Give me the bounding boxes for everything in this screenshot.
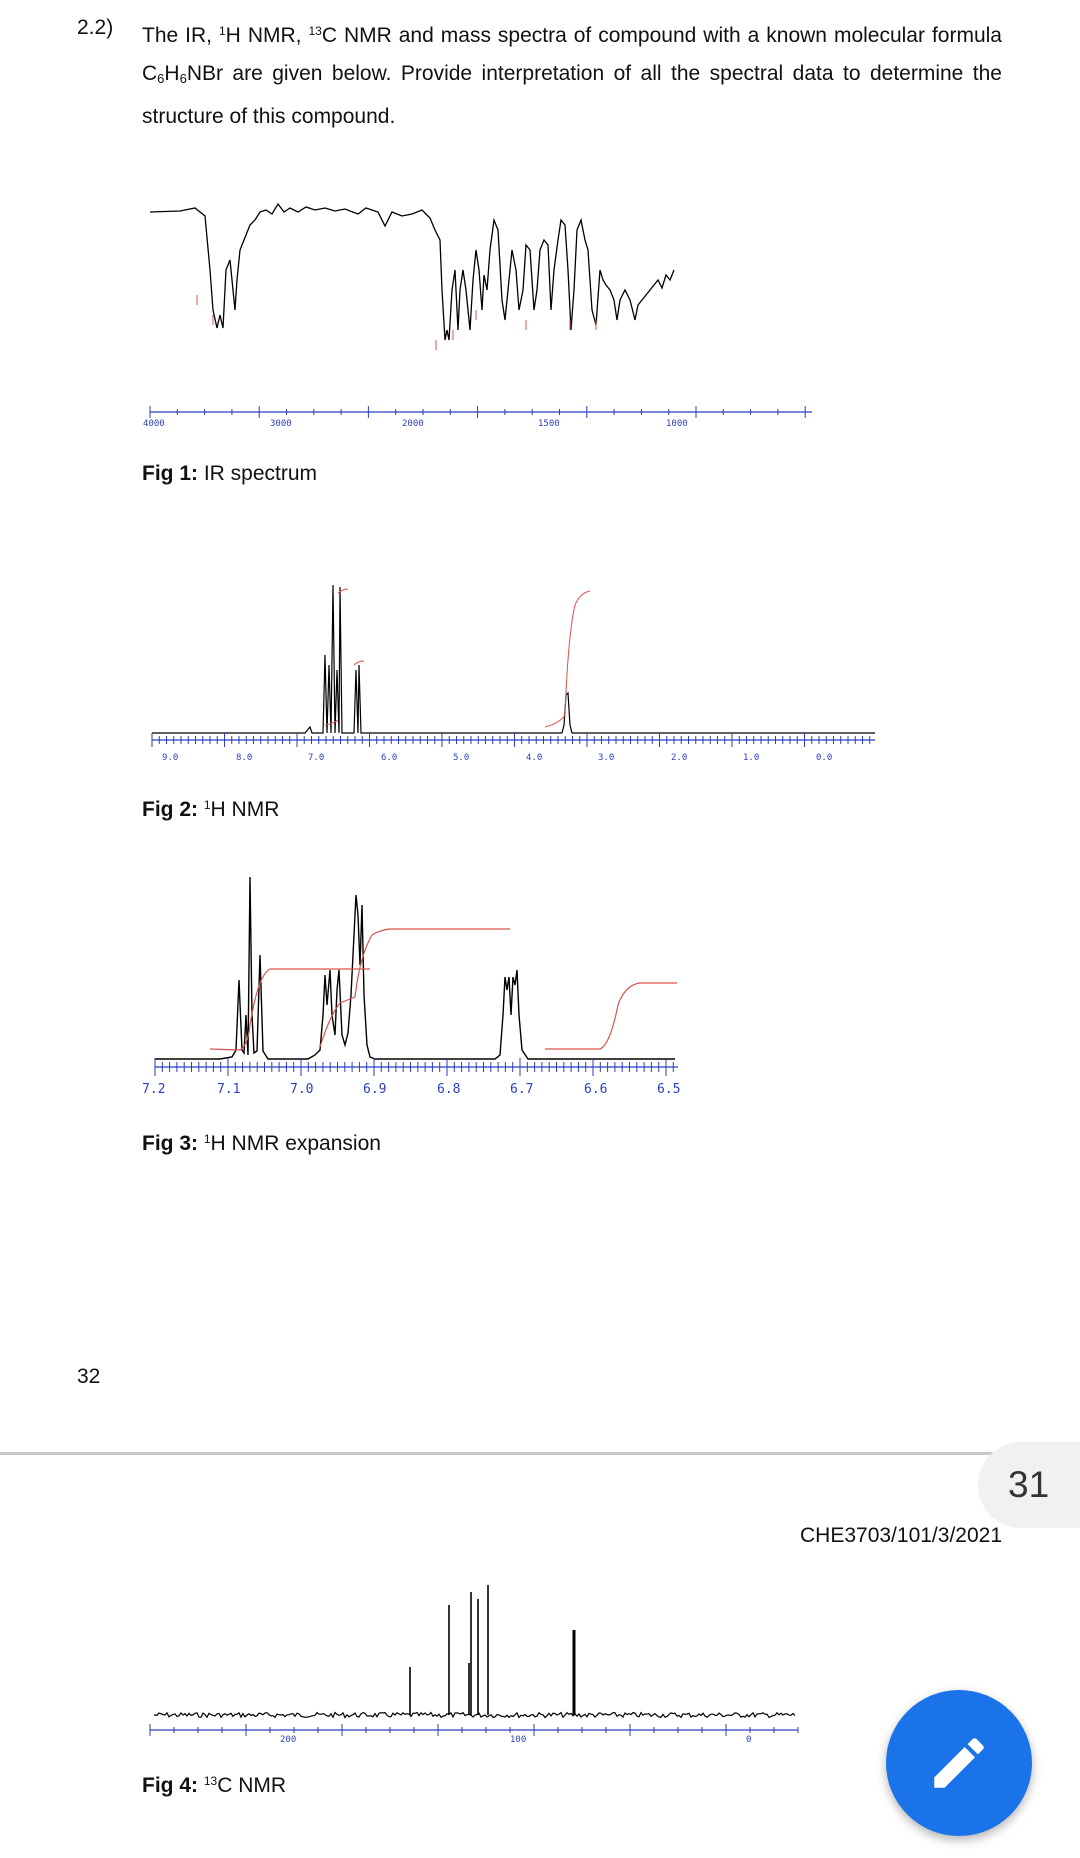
ir-tick-label: 1000: [666, 419, 688, 429]
h-nmr-expansion-tick-label: 7.2: [142, 1082, 166, 1097]
ir-trace: [150, 204, 674, 340]
h-nmr-expansion-tick-label: 6.8: [437, 1082, 461, 1097]
h-nmr-expansion-tick-label: 6.6: [584, 1082, 608, 1097]
h-nmr-tick-label: 8.0: [236, 753, 253, 763]
h-nmr-expansion-tick-label: 7.0: [290, 1082, 314, 1097]
h-nmr-tick-label: 5.0: [453, 753, 470, 763]
h-nmr-figure: [140, 575, 880, 775]
h-nmr-expansion-tick-label: 6.9: [363, 1082, 387, 1097]
c-nmr-baseline: [154, 1713, 795, 1718]
fig4-caption: Fig 4: $^{13}$C NMR: [142, 1774, 287, 1797]
question-number: 2.2): [77, 16, 114, 39]
h-nmr-expansion-figure: [140, 865, 700, 1105]
h-nmr-tick-label: 4.0: [526, 753, 543, 763]
fig3-caption: Fig 3: $^1$H NMR expansion: [142, 1132, 381, 1155]
ir-tick-label: 3000: [270, 419, 292, 429]
c-nmr-figure: [140, 1575, 820, 1745]
fig2-caption: Fig 2: $^1$H NMR: [142, 798, 280, 821]
h-nmr-tick-label: 1.0: [743, 753, 760, 763]
c-nmr-tick-label: 0: [746, 1735, 752, 1745]
h-nmr-baseline: [152, 585, 875, 733]
h-nmr-expansion-tick-label: 6.5: [657, 1082, 681, 1097]
pencil-icon: [926, 1730, 992, 1796]
h-nmr-tick-label: 3.0: [598, 753, 615, 763]
h-nmr-expansion-trace: [155, 877, 675, 1059]
c-nmr-tick-label: 100: [510, 1735, 527, 1745]
h-nmr-tick-label: 2.0: [671, 753, 688, 763]
h-nmr-expansion-tick-label: 7.1: [217, 1082, 241, 1097]
page-divider: [0, 1452, 1040, 1455]
page-indicator: [978, 1442, 1080, 1528]
h-nmr-expansion-integrals: [210, 929, 677, 1050]
ir-tick-label: 1500: [538, 419, 560, 429]
ir-tick-label: 4000: [143, 419, 165, 429]
h-nmr-tick-label: 9.0: [162, 753, 179, 763]
h-nmr-expansion-tick-label: 6.7: [510, 1082, 534, 1097]
h-nmr-tick-label: 7.0: [308, 753, 325, 763]
h-nmr-tick-label: 0.0: [816, 753, 833, 763]
page-number: 32: [77, 1365, 101, 1388]
page-indicator-number: 31: [1008, 1464, 1050, 1505]
ir-peak-markers: [197, 295, 596, 350]
question-text: The IR, $^1$H NMR, $^{13}$C NMR and mass spectra of compound with a known molecular formula $C_6H_6NBr$ are given below. Provide interpretation of all the spectral data to determine the structure of this compound.: [142, 24, 1002, 128]
c-nmr-tick-label: 200: [280, 1735, 297, 1745]
course-code: CHE3703/101/3/2021: [800, 1524, 1002, 1547]
edit-button[interactable]: [886, 1690, 1032, 1836]
c-nmr-peaks: [410, 1585, 574, 1715]
h-nmr-tick-label: 6.0: [381, 753, 398, 763]
ir-tick-label: 2000: [402, 419, 424, 429]
fig1-caption: Fig 1: IR spectrum: [142, 462, 318, 485]
h-nmr-integrals: [325, 589, 590, 727]
ir-spectrum-figure: [140, 190, 830, 440]
